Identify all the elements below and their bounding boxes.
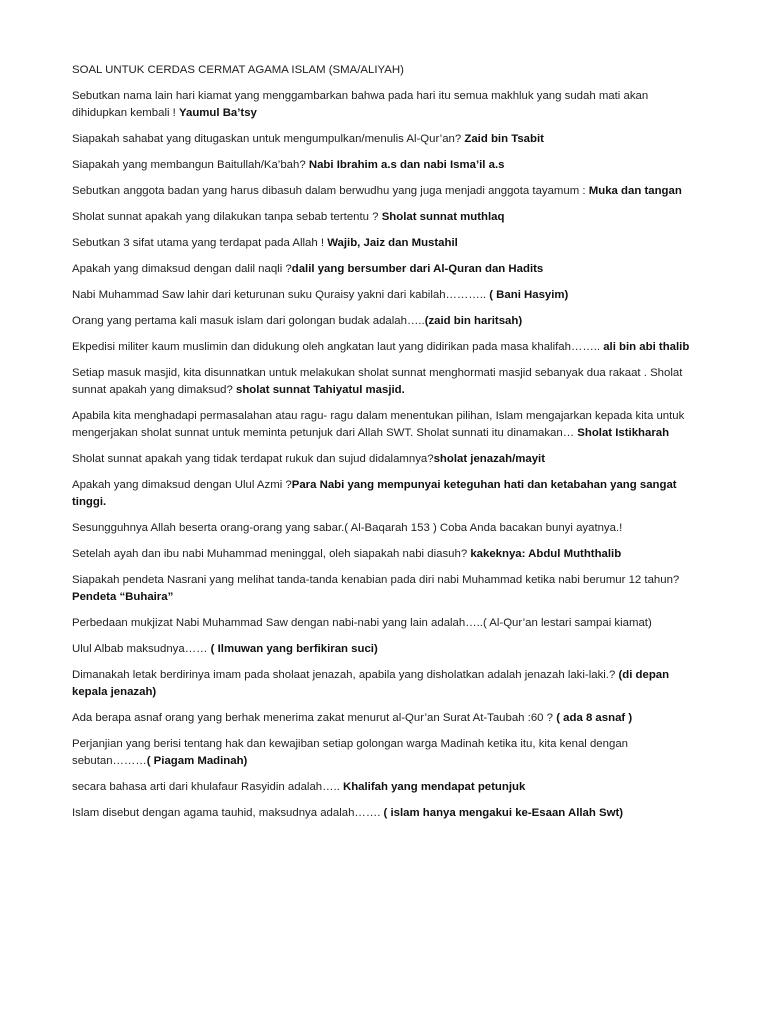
answer-text: Sholat sunnat muthlaq — [381, 211, 505, 223]
question-text: Apakah yang dimaksud dengan Ulul Azmi ? — [72, 479, 292, 491]
question-text: Ulul Albab maksudnya…… — [72, 643, 211, 655]
question-text: Apakah yang dimaksud dengan dalil naqli ? — [72, 263, 292, 275]
question-text: Sholat sunnat apakah yang dilakukan tanpa sebab tertentu ? — [72, 211, 382, 223]
answer-text: (di depan kepala jenazah) — [72, 669, 670, 698]
question-text: Dimanakah letak berdirinya imam pada sholaat jenazah, apabila yang disholatkan adalah jenazah laki-laki.? — [72, 669, 619, 681]
question-text: Nabi Muhammad Saw lahir dari keturunan suku Quraisy yakni dari kabilah……….. — [72, 289, 490, 301]
question-text: Sholat sunnat apakah yang tidak terdapat rukuk dan sujud didalamnya? — [72, 453, 434, 465]
answer-text: Para Nabi yang mempunyai keteguhan hati dan ketabahan yang sangat tinggi. — [72, 479, 677, 508]
answer-text: dalil yang bersumber dari Al-Quran dan Hadits — [291, 263, 544, 275]
question-item — [72, 805, 704, 822]
question-item — [72, 365, 704, 399]
question-item — [72, 339, 704, 356]
question-item — [72, 209, 704, 226]
question-item — [72, 667, 704, 701]
answer-text: Sholat Istikharah — [577, 427, 670, 439]
question-item — [72, 183, 704, 200]
answer-text: ( Ilmuwan yang berfikiran suci) — [210, 643, 378, 655]
question-text: Sebutkan anggota badan yang harus dibasuh dalam berwudhu yang juga menjadi anggota tayamum : — [72, 185, 589, 197]
question-text: Apabila kita menghadapi permasalahan atau ragu- ragu dalam menentukan pilihan, Islam mengajarkan kepada kita untuk mengerjakan sholat sunnat untuk meminta petunjuk dari Allah SWT. Sholat sunnati itu dinamakan… — [72, 410, 685, 439]
question-item — [72, 520, 704, 537]
answer-text: Muka dan tangan — [588, 185, 682, 197]
question-item — [72, 313, 704, 330]
question-item — [72, 546, 704, 563]
question-text: Siapakah pendeta Nasrani yang melihat tanda-tanda kenabian pada diri nabi Muhammad ketika nabi berumur 12 tahun? — [72, 574, 680, 586]
answer-text: Yaumul Ba’tsy — [179, 107, 257, 119]
question-text: Setiap masuk masjid, kita disunnatkan untuk melakukan sholat sunnat menghormati masjid sebanyak dua rakaat . Sholat sunnat apakah yang dimaksud? — [72, 367, 683, 396]
question-item — [72, 641, 704, 658]
question-text: Setelah ayah dan ibu nabi Muhammad meninggal, oleh siapakah nabi diasuh? — [72, 548, 471, 560]
answer-text: sholat sunnat Tahiyatul masjid. — [236, 384, 405, 396]
answer-text: Pendeta “Buhaira” — [72, 591, 174, 603]
answer-text: ( Bani Hasyim) — [489, 289, 569, 301]
question-item — [72, 451, 704, 468]
question-item — [72, 287, 704, 304]
answer-text: kakeknya: Abdul Muththalib — [470, 548, 622, 560]
question-item — [72, 477, 704, 511]
question-text: Sebutkan nama lain hari kiamat yang menggambarkan bahwa pada hari itu semua makhluk yang sudah mati akan dihidupkan kembali ! — [72, 90, 649, 119]
document-title: SOAL UNTUK CERDAS CERMAT AGAMA ISLAM (SMA/ALIYAH) — [72, 64, 404, 76]
question-item — [72, 408, 704, 442]
question-item — [72, 157, 704, 174]
answer-text: ( ada 8 asnaf ) — [556, 712, 633, 724]
question-item — [72, 779, 704, 796]
question-item — [72, 615, 704, 632]
question-text: Siapakah yang membangun Baitullah/Ka’bah? — [72, 159, 309, 171]
answer-text: ali bin abi thalib — [603, 341, 690, 353]
question-text: Perbedaan mukjizat Nabi Muhammad Saw dengan nabi-nabi yang lain adalah…..( Al-Qur’an lestari sampai kiamat) — [72, 617, 652, 629]
answer-text: sholat jenazah/mayit — [433, 453, 546, 465]
question-item — [72, 572, 704, 606]
answer-text: Nabi Ibrahim a.s dan nabi Isma’il a.s — [308, 159, 505, 171]
question-text: Ada berapa asnaf orang yang berhak menerima zakat menurut al-Qur’an Surat At-Taubah :60 ? — [72, 712, 557, 724]
question-text: Islam disebut dengan agama tauhid, maksudnya adalah……. — [72, 807, 384, 819]
answer-text: (zaid bin haritsah) — [424, 315, 523, 327]
question-text: Ekpedisi militer kaum muslimin dan didukung oleh angkatan laut yang didirikan pada masa khalifah…….. — [72, 341, 604, 353]
question-text: secara bahasa arti dari khulafaur Rasyidin adalah….. — [72, 781, 343, 793]
question-text: Sebutkan 3 sifat utama yang terdapat pada Allah ! — [72, 237, 328, 249]
question-text: Orang yang pertama kali masuk islam dari golongan budak adalah….. — [72, 315, 425, 327]
question-text: Sesungguhnya Allah beserta orang-orang yang sabar.( Al-Baqarah 153 ) Coba Anda bacakan bunyi ayatnya.! — [72, 522, 623, 534]
answer-text: ( islam hanya mengakui ke-Esaan Allah Swt) — [383, 807, 624, 819]
question-item — [72, 261, 704, 278]
document-page — [72, 62, 704, 831]
question-item — [72, 235, 704, 252]
question-item — [72, 88, 704, 122]
question-item — [72, 710, 704, 727]
question-item — [72, 131, 704, 148]
answer-text: Wajib, Jaiz dan Mustahil — [327, 237, 458, 249]
question-item — [72, 736, 704, 770]
answer-text: Khalifah yang mendapat petunjuk — [343, 781, 526, 793]
answer-text: Zaid bin Tsabit — [464, 133, 544, 145]
answer-text: ( Piagam Madinah) — [146, 755, 248, 767]
question-text: Perjanjian yang berisi tentang hak dan kewajiban setiap golongan warga Madinah ketika itu, kita kenal dengan sebutan……… — [72, 738, 628, 767]
question-text: Siapakah sahabat yang ditugaskan untuk mengumpulkan/menulis Al-Qur’an? — [72, 133, 465, 145]
